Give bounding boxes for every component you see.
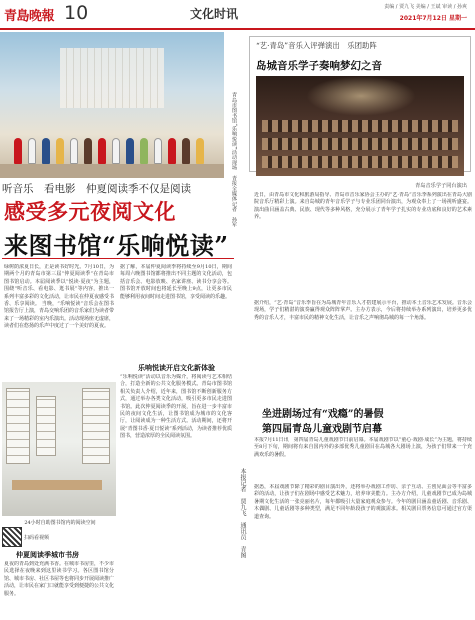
article-column-2: 据了解，本届仲夏阅读季将持续至9月10日，期间每周六晚图书馆都将推出不同主题的文化活动，包括音乐会、电影放映、名家讲座、读书分享会等。图书馆开放时间也将延长至晚上9点，让更多市民能够利用夜间时间走进图书馆，享受阅读的乐趣。 [120,264,232,300]
concert-photo-caption: 青岛音乐学子同台演出 [415,183,467,189]
lead-text: 绿树荫浓夏日长，正是读书好时光。7月10日，为期两个月的青岛市第三届“仲夏阅读季”在青岛市图书馆启动。本届阅读季以“悦读·夏夜”为主题，围绕“听音乐、看电影、逛书展”等内容，推出一系列丰富多彩的文化活动，让市民在仲夏夜感受书香、乐享阅读。 [4,264,114,308]
article-column-3: “乐响悦读”活动以音乐为媒介，将阅读与艺术相结合，打造全新的公共文化服务模式。青岛市图书馆相关负责人介绍，近年来，图书馆不断创新服务方式，通过举办各类文化活动，吸引更多市民走进图书馆。此次仲夏阅读季的开展，旨在进一步丰富市民的夜间文化生活，让图书馆成为城市的文化客厅，让阅读成为一种生活方式。活动期间，还将开展“青图书香·夏日悦读”系列活动，为读者推荐优质图书，营造浓厚的全民阅读氛围。 [120,374,232,440]
photo-caption: 青岛市图书馆“乐响悦读”活动现场 青报全媒体记者 孙军 [231,92,237,228]
photo-people [10,118,214,164]
byline: 本报记者 贾九飞 通讯员 青图 [239,468,246,558]
headline-rule [2,258,234,259]
article-lead [4,264,114,376]
orchestra-row [262,120,458,132]
bookshelf [36,396,56,456]
page-number: 10 [64,2,89,24]
photo-backdrop [60,48,164,108]
issue-date: 2021年7月12日 星期一 [399,15,467,22]
left-bottom-text: 夏夜的青岛到处充满书香。在城市书房里，不少市民选择在夜晚来到这里读书学习。各区图书馆分馆、城市书房、社区书屋等也将同步开展阅读推广活动，让市民在家门口就能享受到便捷的公共文化服务。 [4,561,114,597]
library-reading-room-photo [2,382,116,516]
right-article-kicker: “艺·青岛”音乐入评弹演出 乐团助阵 [256,41,377,50]
article-headline: 来图书馆“乐响悦读” [4,231,229,260]
bookshelf [6,388,30,464]
stage-light [306,76,416,116]
masthead [0,0,475,30]
orchestra-row [262,156,458,168]
bookshelf [82,388,110,464]
drama-article-subtitle: 第四届青岛儿童戏剧节启幕 [262,424,382,435]
editor-line: 责编 / 贾九飞 美编 / 王斌 审读 / 孙爽 [384,4,467,10]
library-event-photo [0,32,224,178]
reading-table [12,480,102,490]
page-section-title: 文化时讯 [190,7,239,21]
right-article-text-a: 近日，由青岛市文化和旅游局指导、青岛市音乐家协会主办的“艺·青岛”音乐季系列演出在青岛大剧院音乐厅精彩上演。来自岛城的青年音乐学子与专业乐团同台演出，为观众奉上了一场视听盛宴。演出曲目涵盖古典、民族、现代等多种风格，充分展示了青年学子扎实的专业功底和良好的艺术素养。 [254,192,472,221]
drama-article-text-a: 本报7月11日讯 第四届青岛儿童戏剧节日前启幕。本届戏剧节以“童心·戏剧·成长”为主题，将持续至8月下旬，期间将有来自国内外的多部优秀儿童剧目在岛城各大剧场上演，为孩子们带来一个充满欢乐的暑假。 [254,437,472,458]
left-bottom-subhead: 仲夏阅读季城市书房 [16,551,79,559]
library-photo-caption: 24小时自助图书馆内的阅读空间 [24,520,96,526]
drama-article-text-b: 据悉，本届戏剧节除了精彩的剧目演出外，还将举办戏剧工作坊、亲子互动、主创见面会等丰富多彩的活动，让孩子们在剧场中感受艺术魅力，培养审美能力。主办方介绍，儿童戏剧节已成为岛城暑期文化生活的一张亮丽名片，每年都吸引大量家庭观众参与。今年的剧目涵盖童话剧、音乐剧、木偶剧、儿童话剧等多种类型，满足不同年龄段孩子的观演需求。相关剧目票务信息可通过官方渠道查询。 [254,484,472,520]
right-article-title: 岛城音乐学子奏响梦幻之音 [256,60,382,72]
qr-code-icon[interactable] [2,527,22,547]
qr-code-label: 扫码看视频 [24,535,50,541]
article-section-heading: 乐响悦读开启文化新体验 [138,364,215,372]
lead-text-rest: 当晚，“乐响悦读”音乐会在图书馆报告厅上演，青岛交响乐团的音乐家们为读者带来了一场精彩的室内乐演出。活动现场座无虚席，读者们在悠扬的乐声中度过了一个美好的夏夜。 [4,301,114,330]
concert-photo [256,76,464,176]
orchestra-row [262,138,458,150]
newspaper-logo: 青島晚報 [4,9,55,24]
article-headline-red: 感受多元夜阅文化 [4,199,176,224]
right-article-text-b: 据介绍，“艺·青岛”音乐季旨在为岛城青年音乐人才搭建展示平台，推动本土音乐艺术发展。音乐会现场，学子们精湛的演奏赢得观众阵阵掌声。主办方表示，今后将持续举办系列演出，培养更多优秀的音乐人才，丰富市民的精神文化生活，让音乐之声响彻岛城的每一个角落。 [254,300,472,321]
drama-article-title: 坐进剧场过有“戏瘾”的暑假 [262,409,384,420]
photo-floor [0,164,224,178]
article-subheadline: 听音乐 看电影 仲夏阅读季不仅是阅读 [2,183,191,195]
